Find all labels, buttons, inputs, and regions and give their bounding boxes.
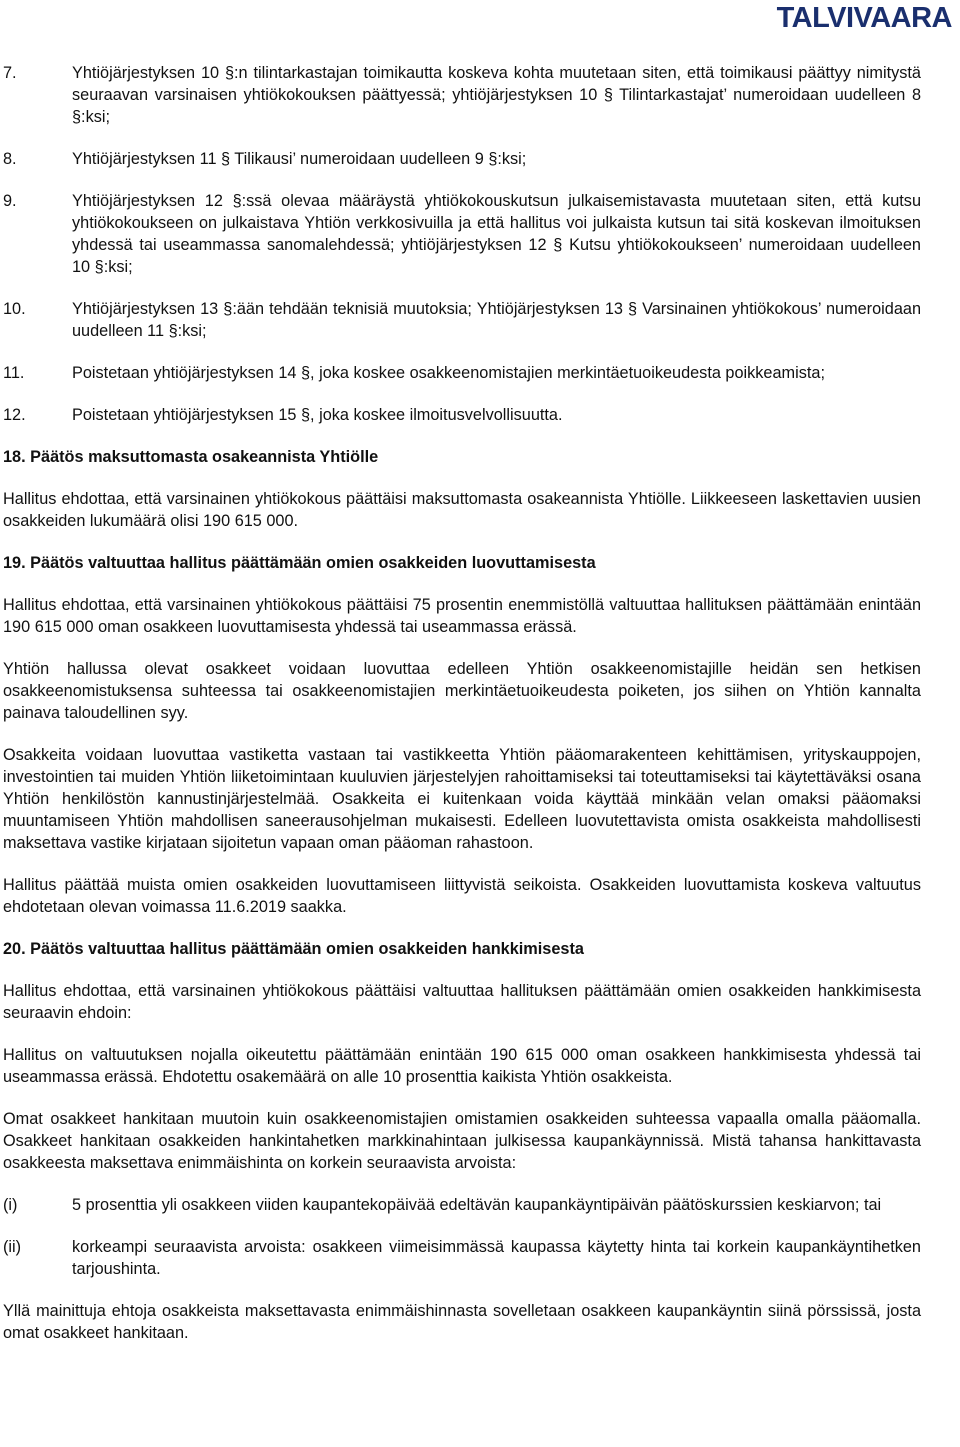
amendment-number: 8. <box>3 150 17 168</box>
paragraph: Hallitus ehdottaa, että varsinainen yhtiökokous päättäisi valtuuttaa hallituksen päättämään omien osakkeiden hankkimisesta seuraavin ehdoin: <box>3 982 921 1022</box>
amendment-number: 7. <box>3 64 17 82</box>
section-heading: 18. Päätös maksuttomasta osakeannista Yhtiölle <box>3 448 379 466</box>
paragraph: Hallitus ehdottaa, että varsinainen yhtiökokous päättäisi maksuttomasta osakeannista Yhtiölle. Liikkeeseen laskettavien uusien osakkeiden lukumäärä olisi 190 615 000. <box>3 490 921 530</box>
amendment-item <box>3 148 921 170</box>
option-number: (i) <box>3 1196 18 1214</box>
paragraph: Hallitus ehdottaa, että varsinainen yhtiökokous päättäisi 75 prosentin enemmistöllä valtuuttaa hallituksen päättämään enintään 190 615 000 oman osakkeen luovuttamisesta yhdessä tai useammassa erässä. <box>3 596 921 636</box>
paragraph: Omat osakkeet hankitaan muutoin kuin osakkeenomistajien omistamien osakkeiden suhteessa vapaalla omalla pääomalla. Osakkeet hankitaan osakkeiden hankintahetken markkinahintaan julkisessa kaupankäynnissä. Mistä tahansa hankittavasta osakkeesta maksettava enimmäishinta on korkein seuraavista arvoista: <box>3 1110 921 1172</box>
amendment-number: 10. <box>3 300 26 318</box>
option-text: 5 prosenttia yli osakkeen viiden kaupantekopäivää edeltävän kaupankäyntipäivän päätöskurssien keskiarvon; tai <box>72 1196 882 1214</box>
document-body <box>3 62 921 1344</box>
paragraph: Osakkeita voidaan luovuttaa vastiketta vastaan tai vastikkeetta Yhtiön pääomarakenteen kehittämisen, yrityskauppojen, investointien tai muiden Yhtiön liiketoimintaan kuuluvien järjestelyjen rahoittamiseksi tai toteuttamiseksi tai käytettäväksi osana Yhtiön henkilöstön kannustinjärjestelmää. Osakkeita ei kuitenkaan voida käyttää minkään velan omaksi pääomaksi muuntamiseen Yhtiön mahdollisen saneerausohjelman mukaisesti. Edelleen luovutettavista omista osakkeista mahdollisesti maksettava vastike kirjataan sijoitetun vapaan oman pääoman rahastoon. <box>3 746 921 852</box>
company-logo: TALVIVAARA <box>776 2 952 34</box>
price-option-item <box>3 1236 921 1280</box>
amendment-number: 9. <box>3 192 17 210</box>
amendment-text: Yhtiöjärjestyksen 10 §:n tilintarkastajan toimikautta koskeva kohta muutetaan siten, että toimikausi päättyy nimitystä seuraavan varsinaisen yhtiökokouksen päättyessä; yhtiöjärjestyksen 10 § Tilintarkastajat’ numeroidaan uudelleen 8 §:ksi; <box>72 64 921 126</box>
option-number: (ii) <box>3 1238 22 1256</box>
amendment-item <box>3 62 921 128</box>
price-option-item <box>3 1194 921 1216</box>
amendment-item <box>3 362 921 384</box>
amendment-text: Yhtiöjärjestyksen 12 §:ssä olevaa määräystä yhtiökokouskutsun julkaisemistavasta muutetaan siten, että kutsu yhtiökokoukseen on julkaistava Yhtiön verkkosivuilla ja että hallitus voi julkaista kutsun tai sitä koskevan ilmoituksen yhdessä tai useammassa sanomalehdessä; yhtiöjärjestyksen 12 § Kutsu yhtiökokoukseen’ numeroidaan uudelleen 10 §:ksi; <box>72 192 921 276</box>
amendment-item <box>3 404 921 426</box>
amendment-text: Yhtiöjärjestyksen 13 §:ään tehdään teknisiä muutoksia; Yhtiöjärjestyksen 13 § Varsinainen yhtiökokous’ numeroidaan uudelleen 11 §:ksi; <box>72 300 921 340</box>
amendment-item <box>3 190 921 278</box>
paragraph: Hallitus päättää muista omien osakkeiden luovuttamiseen liittyvistä seikoista. Osakkeiden luovuttamista koskeva valtuutus ehdotetaan olevan voimassa 11.6.2019 saakka. <box>3 876 921 916</box>
option-text: korkeampi seuraavista arvoista: osakkeen viimeisimmässä kaupassa käytetty hinta tai korkein kaupankäyntihetken tarjoushinta. <box>72 1238 921 1278</box>
paragraph: Yhtiön hallussa olevat osakkeet voidaan luovuttaa edelleen Yhtiön osakkeenomistajille heidän sen hetkisen osakkeenomistuksensa suhteessa tai osakkeenomistajien merkintäetuoikeudesta poiketen, jos siihen on Yhtiön kannalta painava taloudellinen syy. <box>3 660 921 722</box>
paragraph: Hallitus on valtuutuksen nojalla oikeutettu päättämään enintään 190 615 000 oman osakkeen hankkimisesta yhdessä tai useammassa erässä. Ehdotettu osakemäärä on alle 10 prosenttia kaikista Yhtiön osakkeista. <box>3 1046 921 1086</box>
section-heading: 19. Päätös valtuuttaa hallitus päättämään omien osakkeiden luovuttamisesta <box>3 554 596 572</box>
amendment-number: 12. <box>3 406 26 424</box>
amendment-text: Poistetaan yhtiöjärjestyksen 15 §, joka koskee ilmoitusvelvollisuutta. <box>72 406 563 424</box>
paragraph: Yllä mainittuja ehtoja osakkeista maksettavasta enimmäishinnasta sovelletaan osakkeen kaupankäyntin siinä pörssissä, josta omat osakkeet hankitaan. <box>3 1302 921 1342</box>
amendment-number: 11. <box>3 364 25 382</box>
section-heading: 20. Päätös valtuuttaa hallitus päättämään omien osakkeiden hankkimisesta <box>3 940 584 958</box>
amendment-text: Yhtiöjärjestyksen 11 § Tilikausi’ numeroidaan uudelleen 9 §:ksi; <box>72 150 527 168</box>
amendment-item <box>3 298 921 342</box>
amendment-text: Poistetaan yhtiöjärjestyksen 14 §, joka koskee osakkeenomistajien merkintäetuoikeudesta poikkeamista; <box>72 364 825 382</box>
